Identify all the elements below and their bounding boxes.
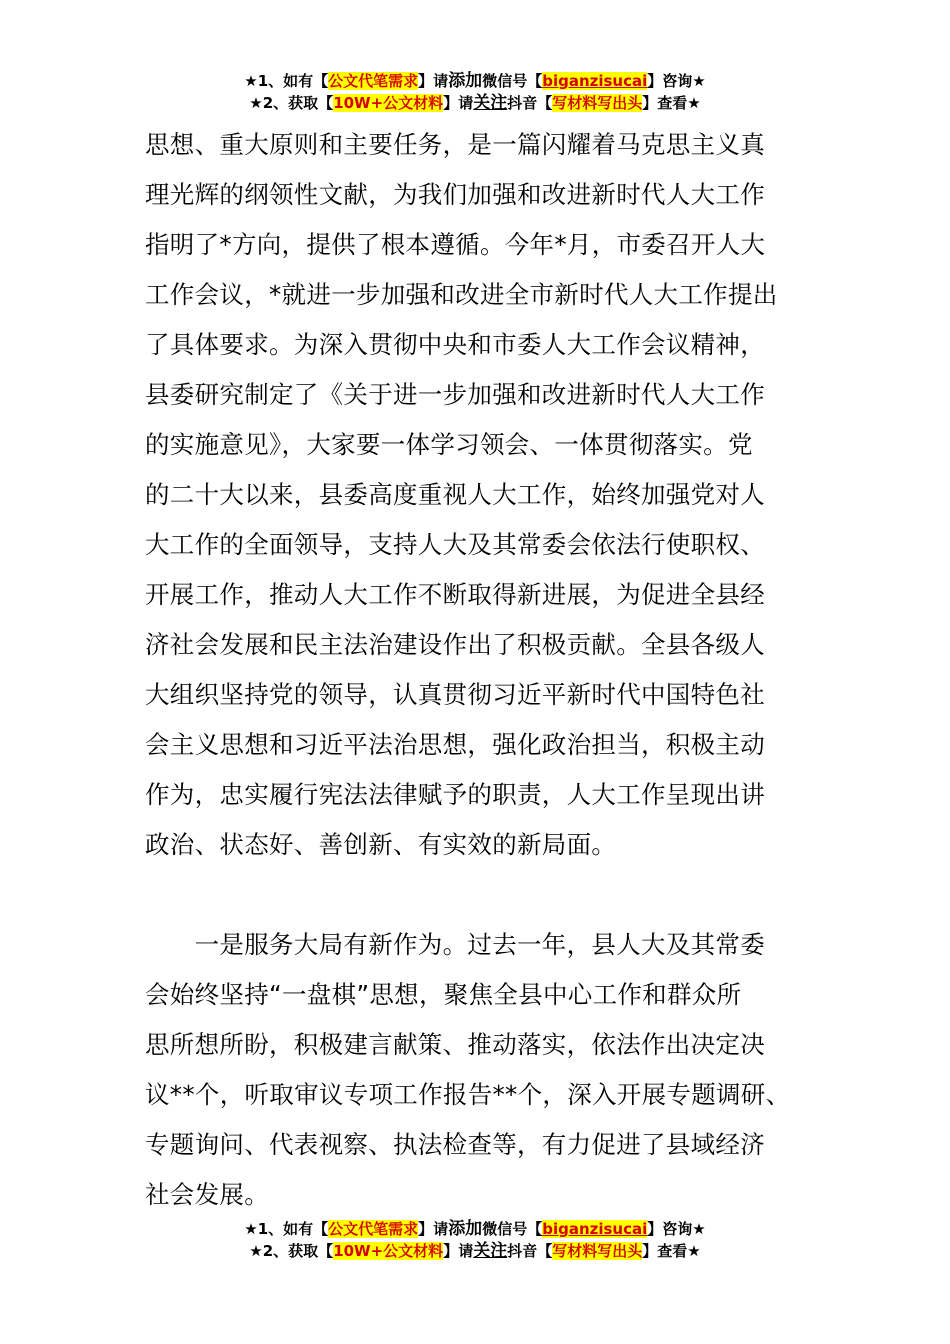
text-line: 了具体要求。为深入贯彻中央和市委人大工作会议精神， [145, 330, 765, 359]
banner-text: 】请 [443, 94, 474, 112]
banner-text: ★1、如有【 [244, 1220, 329, 1238]
text-line: 指明了*方向，提供了根本遵循。今年*月，市委召开人大 [145, 230, 766, 259]
highlight-materials: 10W+公文材料 [333, 94, 444, 112]
banner-text: 微信号【 [482, 1220, 543, 1238]
text-line: 思所想所盼，积极建言献策、推动落实，依法作出决定决 [145, 1030, 765, 1059]
banner-text: 】查看★ [642, 94, 701, 112]
banner-text: 】请 [418, 72, 449, 90]
highlight-service: 公文代笔需求 [328, 1220, 419, 1238]
highlight-wechat-id[interactable]: biganzisucai [542, 1220, 648, 1238]
banner-line-2 [0, 1240, 950, 1262]
text-line: 议**个，听取审议专项工作报告**个，深入开展专题调研、 [145, 1080, 791, 1109]
banner-text: 】咨询★ [647, 72, 706, 90]
banner-line-2 [0, 92, 950, 114]
banner-emphasis: 关注 [473, 93, 508, 113]
banner-emphasis: 添加 [448, 1219, 483, 1239]
text-line: 县委研究制定了《关于进一步加强和改进新时代人大工作 [145, 380, 765, 409]
text-line: 作为，忠实履行宪法法律赋予的职责，人大工作呈现出讲 [145, 780, 765, 809]
banner-text: 抖音【 [507, 1242, 553, 1260]
banner-line-1 [0, 1218, 950, 1240]
text-line: 社会发展。 [145, 1180, 269, 1209]
paragraph-1 [145, 120, 825, 870]
banner-emphasis: 关注 [473, 1241, 508, 1261]
banner-text: 】请 [418, 1220, 449, 1238]
text-line: 工作会议，*就进一步加强和改进全市新时代人大工作提出 [145, 280, 778, 309]
paragraph-spacer [145, 870, 825, 920]
banner-text: 微信号【 [482, 72, 543, 90]
text-line: 济社会发展和民主法治建设作出了积极贡献。全县各级人 [145, 630, 765, 659]
banner-text: 】查看★ [642, 1242, 701, 1260]
highlight-service: 公文代笔需求 [328, 72, 419, 90]
document-body [145, 120, 825, 1220]
highlight-douyin[interactable]: 写材料写出头 [552, 94, 643, 112]
banner-line-1 [0, 70, 950, 92]
text-line: 的实施意见》，大家要一体学习领会、一体贯彻落实。党 [145, 430, 753, 459]
text-line: 理光辉的纲领性文献，为我们加强和改进新时代人大工作 [145, 180, 765, 209]
header-banner [0, 70, 950, 114]
banner-text: 抖音【 [507, 94, 553, 112]
text-line: 专题询问、代表视察、执法检查等，有力促进了县域经济 [145, 1130, 765, 1159]
highlight-wechat-id[interactable]: biganzisucai [542, 72, 648, 90]
paragraph-2 [145, 920, 825, 1220]
banner-text: 】咨询★ [647, 1220, 706, 1238]
text-line: 的二十大以来，县委高度重视人大工作，始终加强党对人 [145, 480, 765, 509]
footer-banner [0, 1218, 950, 1262]
text-line: 大工作的全面领导，支持人大及其常委会依法行使职权、 [145, 530, 765, 559]
highlight-douyin[interactable]: 写材料写出头 [552, 1242, 643, 1260]
highlight-materials: 10W+公文材料 [333, 1242, 444, 1260]
text-line: 开展工作，推动人大工作不断取得新进展，为促进全县经 [145, 580, 765, 609]
text-line: 政治、状态好、善创新、有实效的新局面。 [145, 830, 617, 859]
banner-text: ★2、获取【 [249, 94, 334, 112]
text-line: 一是服务大局有新作为。过去一年，县人大及其常委 [145, 930, 765, 959]
text-line: 大组织坚持党的领导，认真贯彻习近平新时代中国特色社 [145, 680, 765, 709]
banner-emphasis: 添加 [448, 71, 483, 91]
text-line: 会主义思想和习近平法治思想，强化政治担当，积极主动 [145, 730, 765, 759]
text-line: 思想、重大原则和主要任务，是一篇闪耀着马克思主义真 [145, 130, 765, 159]
banner-text: ★2、获取【 [249, 1242, 334, 1260]
banner-text: ★1、如有【 [244, 72, 329, 90]
text-line: 会始终坚持“一盘棋”思想，聚焦全县中心工作和群众所 [145, 980, 742, 1009]
banner-text: 】请 [443, 1242, 474, 1260]
